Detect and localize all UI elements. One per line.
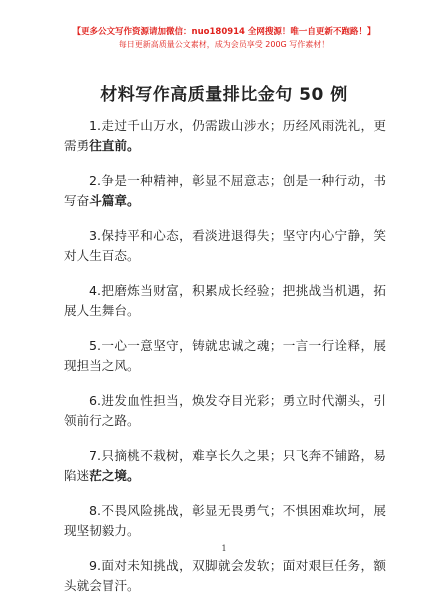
sentence-list	[64, 116, 386, 611]
item-text: 争是一种精神，彰显不屈意志；创是一种行动，书写奋	[64, 173, 386, 208]
list-item	[64, 391, 386, 431]
item-number: 9.	[89, 558, 102, 573]
item-number: 2.	[89, 173, 102, 188]
item-number: 3.	[89, 228, 102, 243]
list-item	[64, 116, 386, 156]
document-title: 材料写作高质量排比金句 50 例	[100, 85, 348, 105]
item-text: 把磨炼当财富，积累成长经验；把挑战当机遇，拓展人生舞台。	[64, 283, 386, 318]
list-item	[64, 281, 386, 321]
item-number: 4.	[89, 283, 102, 298]
list-item	[64, 336, 386, 376]
item-text-bold: 茫之境。	[89, 468, 140, 483]
item-text-bold: 斗篇章。	[89, 193, 140, 208]
promo-banner-line2: 每日更新高质量公文素材，成为会员享受 200G 写作素材！	[118, 40, 330, 49]
promo-banner	[0, 26, 448, 51]
item-number: 8.	[89, 503, 102, 518]
list-item	[64, 501, 386, 541]
list-item	[64, 556, 386, 596]
list-item	[64, 226, 386, 266]
item-text: 进发血性担当，焕发夺目光彩；勇立时代潮头，引领前行之路。	[64, 393, 386, 428]
item-number: 1.	[89, 118, 102, 133]
item-text: 面对未知挑战，双脚就会发软；面对艰巨任务，额头就会冒汗。	[64, 558, 386, 593]
item-text: 走过千山万水，仍需跋山涉水；历经风雨洗礼，更需勇	[64, 118, 386, 153]
item-text: 只摘桃不栽树，难享长久之果；只飞奔不铺路，易陷迷	[64, 448, 386, 483]
item-number: 7.	[89, 448, 102, 463]
list-item	[64, 171, 386, 211]
item-text: 一心一意坚守，铸就忠诚之魂；一言一行诠释，展现担当之风。	[64, 338, 386, 373]
item-text: 保持平和心态，看淡进退得失；坚守内心宁静，笑对人生百态。	[64, 228, 386, 263]
item-number: 6.	[89, 393, 102, 408]
item-text-bold: 往直前。	[89, 138, 140, 153]
promo-banner-line1: 【更多公文写作资源请加微信：nuo180914 全网搜源！唯一自更新不跑路！】	[72, 27, 376, 37]
list-item	[64, 446, 386, 486]
item-text: 不畏风险挑战，彰显无畏勇气；不惧困难坎坷，展现坚韧毅力。	[64, 503, 386, 538]
item-number: 5.	[89, 338, 102, 353]
page-number: 1	[221, 544, 227, 553]
